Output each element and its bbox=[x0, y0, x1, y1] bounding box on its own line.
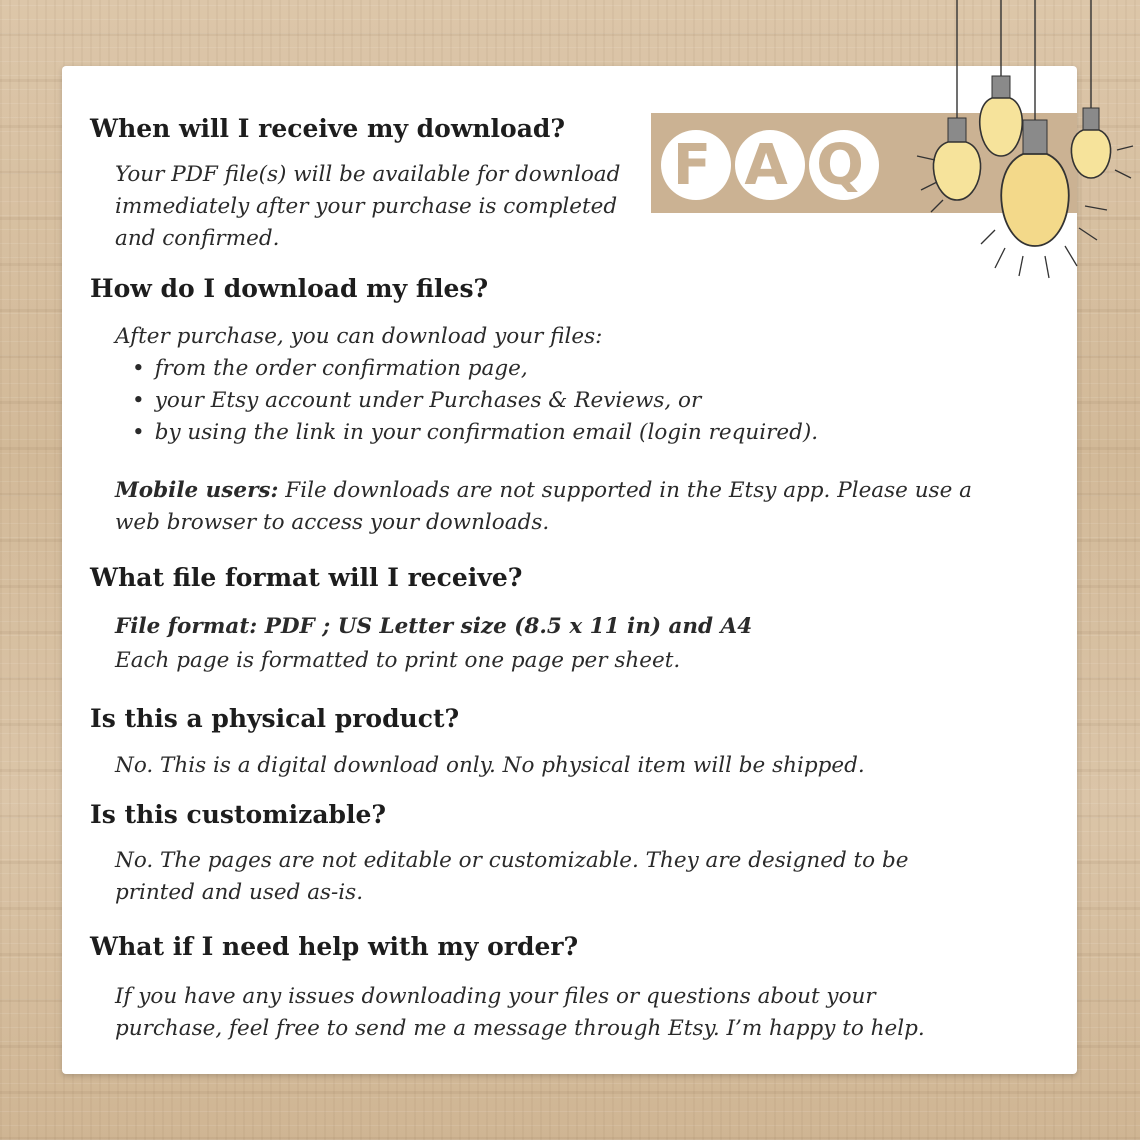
bulb-icon bbox=[980, 76, 1022, 156]
faq-answer-intro: After purchase, you can download your files: bbox=[115, 324, 603, 349]
list-item: • your Etsy account under Purchases & Reviews, or bbox=[132, 385, 818, 417]
faq-answer-line: Your PDF file(s) will be available for download bbox=[115, 162, 621, 187]
faq-answer-line: and confirmed. bbox=[115, 226, 280, 251]
faq-letter-a: A bbox=[735, 130, 805, 200]
faq-letter-f: F bbox=[661, 130, 731, 200]
bulb-icon bbox=[1071, 108, 1110, 178]
mobile-users-note-line2: web browser to access your downloads. bbox=[115, 510, 550, 535]
faq-letter-q: Q bbox=[809, 130, 879, 200]
faq-answer-line: If you have any issues downloading your files or questions about your bbox=[115, 984, 876, 1009]
mobile-users-label: Mobile users: bbox=[115, 478, 279, 503]
faq-answer-line: No. This is a digital download only. No physical item will be shipped. bbox=[115, 753, 865, 778]
faq-question-help: What if I need help with my order? bbox=[90, 932, 579, 961]
light-bulbs-illustration bbox=[895, 0, 1140, 290]
list-item: • by using the link in your confirmation email (login required). bbox=[132, 417, 818, 449]
mobile-users-text: File downloads are not supported in the Etsy app. Please use a bbox=[278, 478, 972, 503]
file-format-line: File format: PDF ; US Letter size (8.5 x 11 in) and A4 bbox=[115, 614, 753, 639]
faq-answer-line: No. The pages are not editable or customizable. They are designed to be bbox=[115, 848, 909, 873]
bulb-icon bbox=[933, 118, 980, 200]
faq-question-physical-product: Is this a physical product? bbox=[90, 704, 460, 733]
faq-title bbox=[661, 122, 883, 202]
mobile-users-note bbox=[115, 475, 972, 507]
faq-answer-line: immediately after your purchase is completed bbox=[115, 194, 618, 219]
faq-question-how-download: How do I download my files? bbox=[90, 274, 489, 303]
faq-answer-line: printed and used as-is. bbox=[115, 880, 364, 905]
faq-answer-line: purchase, feel free to send me a message through Etsy. I’m happy to help. bbox=[115, 1016, 925, 1041]
list-item: • from the order confirmation page, bbox=[132, 353, 818, 385]
faq-question-customizable: Is this customizable? bbox=[90, 800, 387, 829]
download-options-list bbox=[132, 353, 818, 449]
faq-question-download-timing: When will I receive my download? bbox=[90, 114, 566, 143]
faq-question-file-format: What file format will I receive? bbox=[90, 563, 523, 592]
faq-answer-line: Each page is formatted to print one page per sheet. bbox=[115, 648, 681, 673]
